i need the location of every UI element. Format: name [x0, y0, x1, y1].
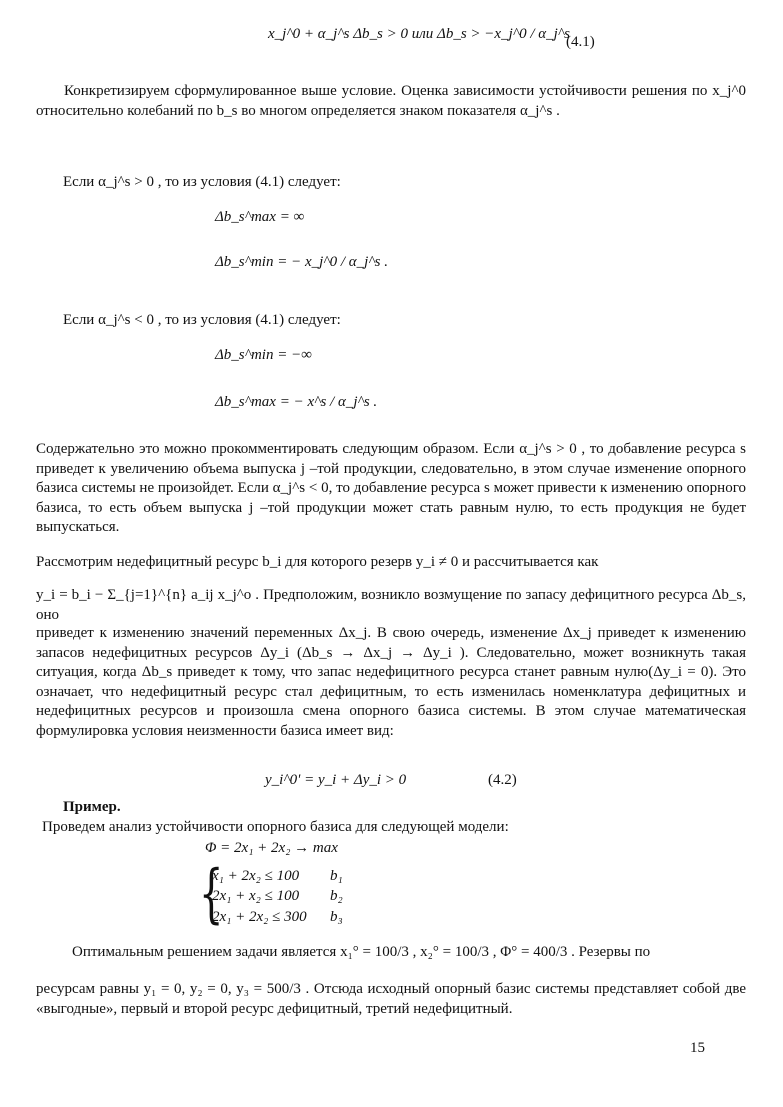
paragraph-2: Содержательно это можно прокомментировать следующим образом. Если α_j^s > 0 , то добавление ресурса s приведет к увеличению объема выпуска j –той продукции, следовательно, в этом случае изменение опорного базиса системы не произойдет. Если α_j^s < 0, то добавление ресурса s может привести к изменению опорного базиса, то есть объем выпуска j –той продукции может стать равным нулю, то есть продукция не будет выпускаться.	[36, 441, 746, 536]
paragraph-3-line-1: Рассмотрим недефицитный ресурс b_i для которого резерв y_i ≠ 0 и рассчитывается как	[36, 554, 599, 570]
formula-neg-max: Δb_s^max = − x^s / α_j^s .	[215, 394, 378, 410]
condition-negative: Если α_j^s < 0 , то из условия (4.1) следует:	[63, 312, 341, 328]
paragraph-4-rest: ресурсам равны y₁ = 0, y₂ = 0, y₃ = 500/3 . Отсюда исходный опорный базис системы представляет собой две «выгодные», первый и второй ресурс дефицитный, третий недефицитный.	[36, 981, 746, 1017]
constraint-3: 2x₁ + 2x₂ ≤ 300	[212, 909, 307, 925]
example-intro: Проведем анализ устойчивости опорного базиса для следующей модели:	[42, 819, 509, 835]
paragraph-3-line-2: y_i = b_i − Σ_{j=1}^{n} a_ij x_j^o . Предположим, возникло возмущение по запасу дефицитного ресурса Δb_s, оно	[36, 587, 746, 623]
paragraph-1: Конкретизируем сформулированное выше условие. Оценка зависимости устойчивости решения по x_j^0 относительно колебаний по b_s во многом определяется знаком показателя α_j^s .	[36, 83, 746, 119]
system-brace: {	[199, 857, 224, 931]
formula-4-2-number: (4.2)	[488, 772, 517, 788]
formula-4-1: x_j^0 + α_j^s Δb_s > 0 или Δb_s > −x_j^0 / α_j^s	[268, 26, 570, 42]
constraint-2-label: b₂	[330, 888, 343, 904]
page-number: 15	[690, 1040, 705, 1056]
formula-pos-max: Δb_s^max = ∞	[215, 209, 305, 225]
objective-function: Φ = 2x₁ + 2x₂ → max	[205, 840, 338, 856]
formula-neg-min: Δb_s^min = −∞	[215, 347, 312, 363]
paragraph-4-line-1: Оптимальным решением задачи является x₁° = 100/3 , x₂° = 100/3 , Φ° = 400/3 . Резервы по	[72, 944, 651, 960]
constraint-1-label: b₁	[330, 868, 343, 884]
constraint-2: 2x₁ + x₂ ≤ 100	[212, 888, 300, 904]
constraint-3-label: b₃	[330, 909, 343, 925]
formula-pos-min: Δb_s^min = − x_j^0 / α_j^s .	[215, 254, 388, 270]
paragraph-3-rest: приведет к изменению значений переменных Δx_j. В свою очередь, изменение Δx_j приведет к изменению запасов недефицитных ресурсов Δy_i (Δb_s → Δx_j → Δy_i ). Следовательно, может возникнуть такая ситуация, когда Δb_s приведет к тому, что запас недефицитного ресурса станет равным нулю(Δy_i = 0). Это означает, что недефицитный ресурс стал дефицитным, то есть изменилась номенклатура дефицитных и недефицитных ресурсов и произошла смена опорного базиса системы. В этом случае математическая формулировка условия неизменности базиса имеет вид:	[36, 625, 746, 739]
formula-4-1-number: (4.1)	[566, 34, 595, 50]
condition-positive: Если α_j^s > 0 , то из условия (4.1) следует:	[63, 174, 341, 190]
formula-4-2: y_i^0' = y_i + Δy_i > 0	[265, 772, 407, 788]
constraint-1: x₁ + 2x₂ ≤ 100	[212, 868, 300, 884]
example-title: Пример.	[63, 799, 121, 815]
